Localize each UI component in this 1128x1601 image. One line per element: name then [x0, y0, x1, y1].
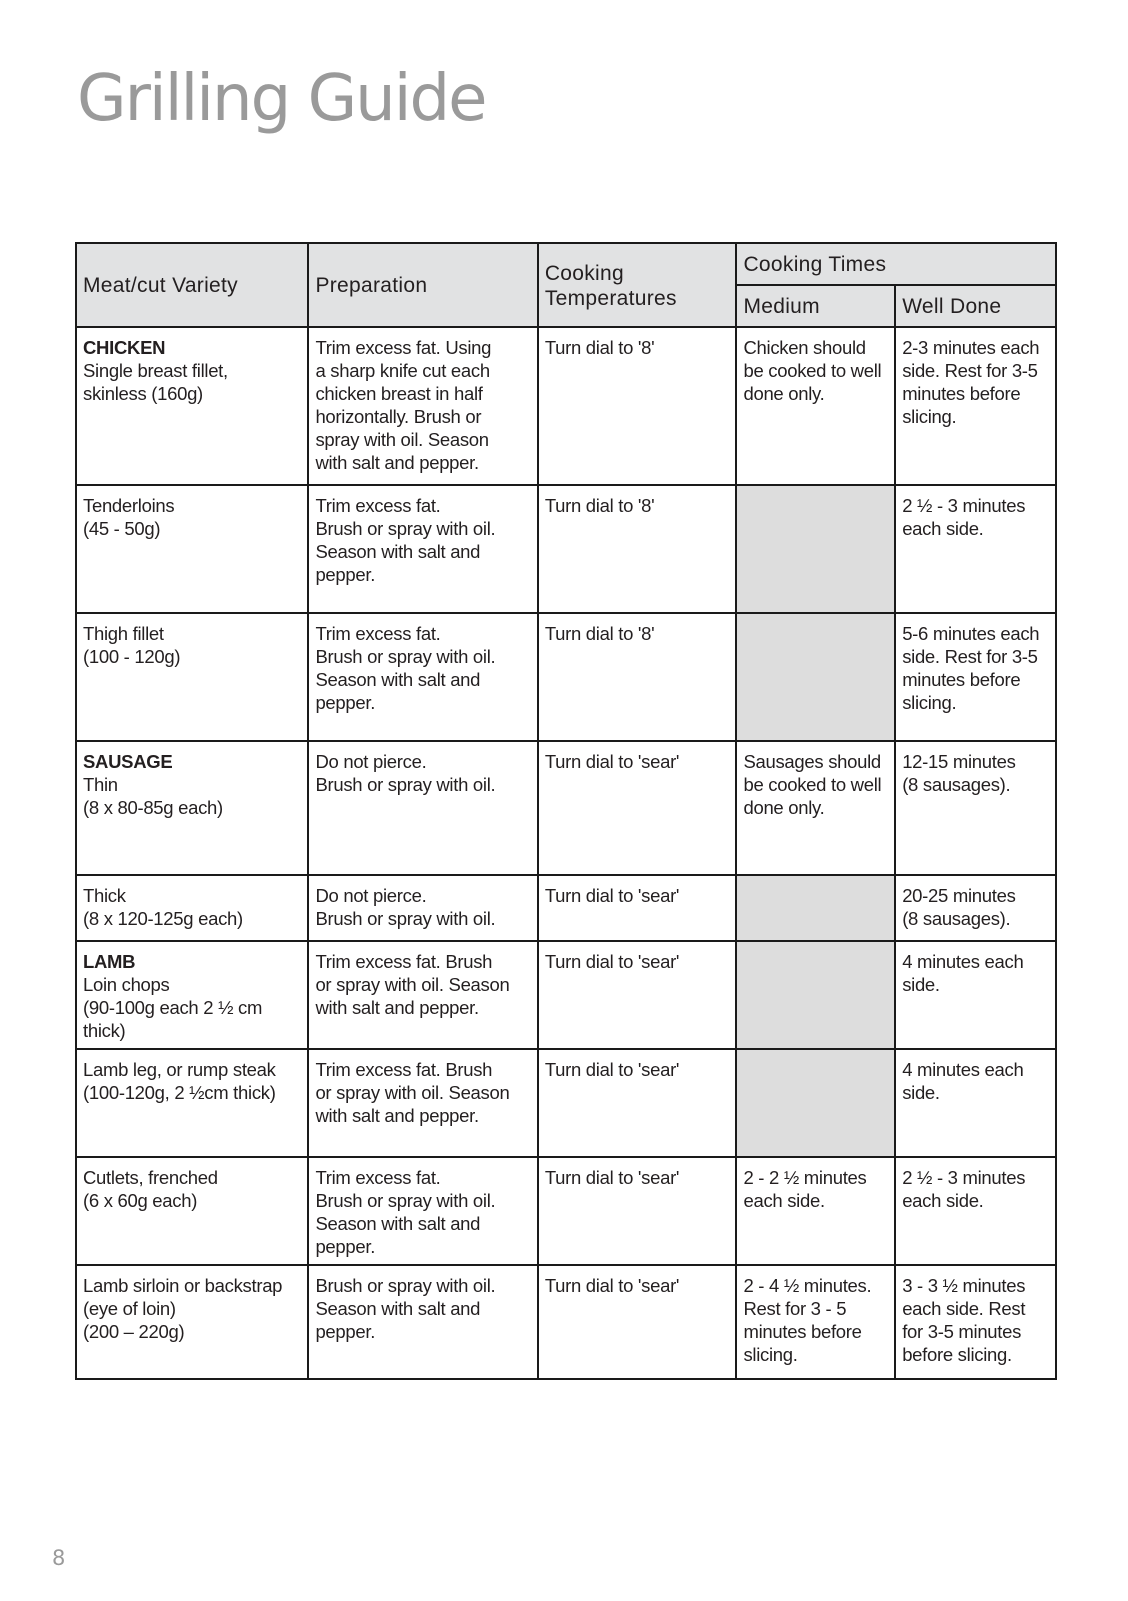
cell-line: pepper.: [315, 1236, 376, 1257]
category-label: CHICKEN: [83, 337, 166, 358]
cell-line: Do not pierce.: [315, 751, 427, 772]
cell-line: Trim excess fat. Brush: [315, 1059, 493, 1080]
cell-line: (200 – 220g): [83, 1321, 185, 1342]
cell-line: side.: [902, 1082, 940, 1103]
cell-line: with salt and pepper.: [315, 452, 479, 473]
cell-line: Lamb leg, or rump steak: [83, 1059, 276, 1080]
cell-line: pepper.: [315, 1321, 376, 1342]
cell-line: Turn dial to '8': [544, 337, 655, 358]
cell-preparation: [308, 875, 537, 941]
cell-temperature: [538, 1049, 737, 1157]
cell-preparation: [308, 741, 537, 875]
cell-line: minutes before: [743, 1321, 862, 1342]
cell-line: 2 ½ - 3 minutes: [902, 1167, 1026, 1188]
cell-medium: [736, 1157, 895, 1265]
cell-line: Single breast fillet,: [83, 360, 228, 381]
cell-line: each side.: [902, 1190, 984, 1211]
cell-line: side.: [902, 974, 940, 995]
cell-line: (8 sausages).: [902, 774, 1011, 795]
cell-temperature: [538, 875, 737, 941]
cell-preparation: [308, 941, 537, 1049]
table-row: [76, 875, 1056, 941]
cell-preparation: [308, 485, 537, 613]
cell-line: horizontally. Brush or: [315, 406, 482, 427]
cell-line: for 3-5 minutes: [902, 1321, 1022, 1342]
cell-line: pepper.: [315, 564, 376, 585]
cell-well-done: [895, 327, 1056, 485]
cell-medium: [736, 485, 895, 613]
cell-medium: [736, 941, 895, 1049]
cell-line: Brush or spray with oil.: [315, 646, 496, 667]
cell-line: done only.: [743, 797, 825, 818]
cell-line: 2 ½ - 3 minutes: [902, 495, 1026, 516]
cell-line: (90-100g each 2 ½ cm: [83, 997, 263, 1018]
cell-line: done only.: [743, 383, 825, 404]
cell-well-done: [895, 485, 1056, 613]
cell-line: be cooked to well: [743, 360, 882, 381]
cell-line: Season with salt and: [315, 541, 481, 562]
page-number: 8: [52, 1546, 66, 1570]
cell-variety: [76, 941, 308, 1049]
cell-line: Thigh fillet: [83, 623, 164, 644]
cell-line: Tenderloins: [83, 495, 175, 516]
cell-temperature: [538, 941, 737, 1049]
cell-line: chicken breast in half: [315, 383, 483, 404]
cell-well-done: [895, 741, 1056, 875]
cell-line: Cutlets, frenched: [83, 1167, 218, 1188]
cell-line: Do not pierce.: [315, 885, 427, 906]
table-row: [76, 941, 1056, 1049]
header-variety: Meat/cut Variety: [76, 243, 308, 327]
cell-line: Turn dial to 'sear': [544, 751, 680, 772]
cell-line: Sausages should: [743, 751, 881, 772]
cell-medium: [736, 613, 895, 741]
table-row: [76, 1157, 1056, 1265]
page-title: Grilling Guide: [77, 62, 486, 136]
cell-line: (8 sausages).: [902, 908, 1011, 929]
cell-line: (45 - 50g): [83, 518, 161, 539]
table-row: [76, 1265, 1056, 1379]
cell-line: Thick: [83, 885, 126, 906]
cell-line: Lamb sirloin or backstrap: [83, 1275, 283, 1296]
cell-line: (100-120g, 2 ½cm thick): [83, 1082, 276, 1103]
cell-temperature: [538, 1157, 737, 1265]
cell-line: or spray with oil. Season: [315, 1082, 510, 1103]
cell-line: slicing.: [902, 692, 957, 713]
cell-variety: [76, 327, 308, 485]
cell-line: Turn dial to 'sear': [544, 1167, 680, 1188]
cell-line: Rest for 3 - 5: [743, 1298, 847, 1319]
grilling-guide-table: [75, 242, 1057, 1380]
cell-line: Season with salt and: [315, 669, 481, 690]
cell-line: Season with salt and: [315, 1298, 481, 1319]
cell-line: minutes before: [902, 669, 1021, 690]
cell-line: Brush or spray with oil.: [315, 908, 496, 929]
cell-line: Loin chops: [83, 974, 170, 995]
header-temperature: [538, 243, 737, 327]
cell-line: minutes before: [902, 383, 1021, 404]
cell-line: Trim excess fat. Using: [315, 337, 492, 358]
cell-line: Turn dial to 'sear': [544, 885, 680, 906]
cell-medium: [736, 327, 895, 485]
header-temperature-line: Temperatures: [544, 287, 677, 310]
cell-line: slicing.: [902, 406, 957, 427]
table-row: [76, 485, 1056, 613]
cell-preparation: [308, 1049, 537, 1157]
cell-line: or spray with oil. Season: [315, 974, 510, 995]
header-medium: Medium: [736, 285, 895, 327]
category-label: SAUSAGE: [83, 751, 173, 772]
cell-line: Turn dial to 'sear': [544, 951, 680, 972]
cell-variety: [76, 485, 308, 613]
cell-line: 2-3 minutes each: [902, 337, 1040, 358]
cell-variety: [76, 613, 308, 741]
cell-variety: [76, 875, 308, 941]
cell-line: Brush or spray with oil.: [315, 1190, 496, 1211]
cell-line: Trim excess fat.: [315, 623, 441, 644]
cell-line: Trim excess fat.: [315, 495, 441, 516]
table-row: [76, 613, 1056, 741]
cell-line: be cooked to well: [743, 774, 882, 795]
cell-line: side. Rest for 3-5: [902, 646, 1038, 667]
header-preparation: Preparation: [308, 243, 537, 327]
table-row: [76, 1049, 1056, 1157]
cell-line: Turn dial to '8': [544, 623, 655, 644]
cell-variety: [76, 1157, 308, 1265]
cell-line: (6 x 60g each): [83, 1190, 198, 1211]
cell-line: each side.: [902, 518, 984, 539]
cell-well-done: [895, 1157, 1056, 1265]
cell-line: (8 x 120-125g each): [83, 908, 243, 929]
cell-line: Turn dial to '8': [544, 495, 655, 516]
cell-line: 4 minutes each: [902, 951, 1024, 972]
cell-line: skinless (160g): [83, 383, 203, 404]
header-cooking-times: Cooking Times: [736, 243, 1056, 285]
cell-line: each side.: [743, 1190, 825, 1211]
cell-medium: [736, 741, 895, 875]
cell-preparation: [308, 1265, 537, 1379]
cell-line: pepper.: [315, 692, 376, 713]
cell-well-done: [895, 1265, 1056, 1379]
cell-temperature: [538, 613, 737, 741]
cell-well-done: [895, 941, 1056, 1049]
table-row: [76, 327, 1056, 485]
cell-line: Chicken should: [743, 337, 866, 358]
cell-line: Turn dial to 'sear': [544, 1059, 680, 1080]
cell-line: 20-25 minutes: [902, 885, 1016, 906]
cell-preparation: [308, 613, 537, 741]
cell-line: 3 - 3 ½ minutes: [902, 1275, 1026, 1296]
table-header: [76, 243, 1056, 327]
cell-line: slicing.: [743, 1344, 798, 1365]
table-body: [76, 327, 1056, 1379]
cell-line: 4 minutes each: [902, 1059, 1024, 1080]
cell-line: Trim excess fat. Brush: [315, 951, 493, 972]
cell-preparation: [308, 327, 537, 485]
cell-temperature: [538, 327, 737, 485]
cell-line: Turn dial to 'sear': [544, 1275, 680, 1296]
cell-temperature: [538, 1265, 737, 1379]
cell-medium: [736, 1049, 895, 1157]
cell-line: (eye of loin): [83, 1298, 176, 1319]
cell-preparation: [308, 1157, 537, 1265]
cell-medium: [736, 875, 895, 941]
cell-medium: [736, 1265, 895, 1379]
cell-line: Brush or spray with oil.: [315, 518, 496, 539]
cell-variety: [76, 741, 308, 875]
cell-line: with salt and pepper.: [315, 1105, 479, 1126]
header-well-done: Well Done: [895, 285, 1056, 327]
cell-line: 12-15 minutes: [902, 751, 1016, 772]
cell-line: spray with oil. Season: [315, 429, 489, 450]
cell-line: Season with salt and: [315, 1213, 481, 1234]
cell-variety: [76, 1265, 308, 1379]
table-row: [76, 741, 1056, 875]
cell-line: Trim excess fat.: [315, 1167, 441, 1188]
cell-variety: [76, 1049, 308, 1157]
cell-line: each side. Rest: [902, 1298, 1026, 1319]
cell-line: side. Rest for 3-5: [902, 360, 1038, 381]
cell-line: 5-6 minutes each: [902, 623, 1040, 644]
cell-line: 2 - 4 ½ minutes.: [743, 1275, 872, 1296]
category-label: LAMB: [83, 951, 136, 972]
cell-line: a sharp knife cut each: [315, 360, 490, 381]
cell-well-done: [895, 1049, 1056, 1157]
cell-temperature: [538, 741, 737, 875]
cell-line: (8 x 80-85g each): [83, 797, 223, 818]
cell-line: (100 - 120g): [83, 646, 181, 667]
cell-well-done: [895, 875, 1056, 941]
cell-line: Brush or spray with oil.: [315, 1275, 496, 1296]
cell-line: Brush or spray with oil.: [315, 774, 496, 795]
cell-well-done: [895, 613, 1056, 741]
cell-temperature: [538, 485, 737, 613]
cell-line: 2 - 2 ½ minutes: [743, 1167, 867, 1188]
cell-line: with salt and pepper.: [315, 997, 479, 1018]
cell-line: before slicing.: [902, 1344, 1012, 1365]
cell-line: thick): [83, 1020, 126, 1041]
cell-line: Thin: [83, 774, 118, 795]
header-temperature-line: Cooking: [544, 262, 624, 285]
